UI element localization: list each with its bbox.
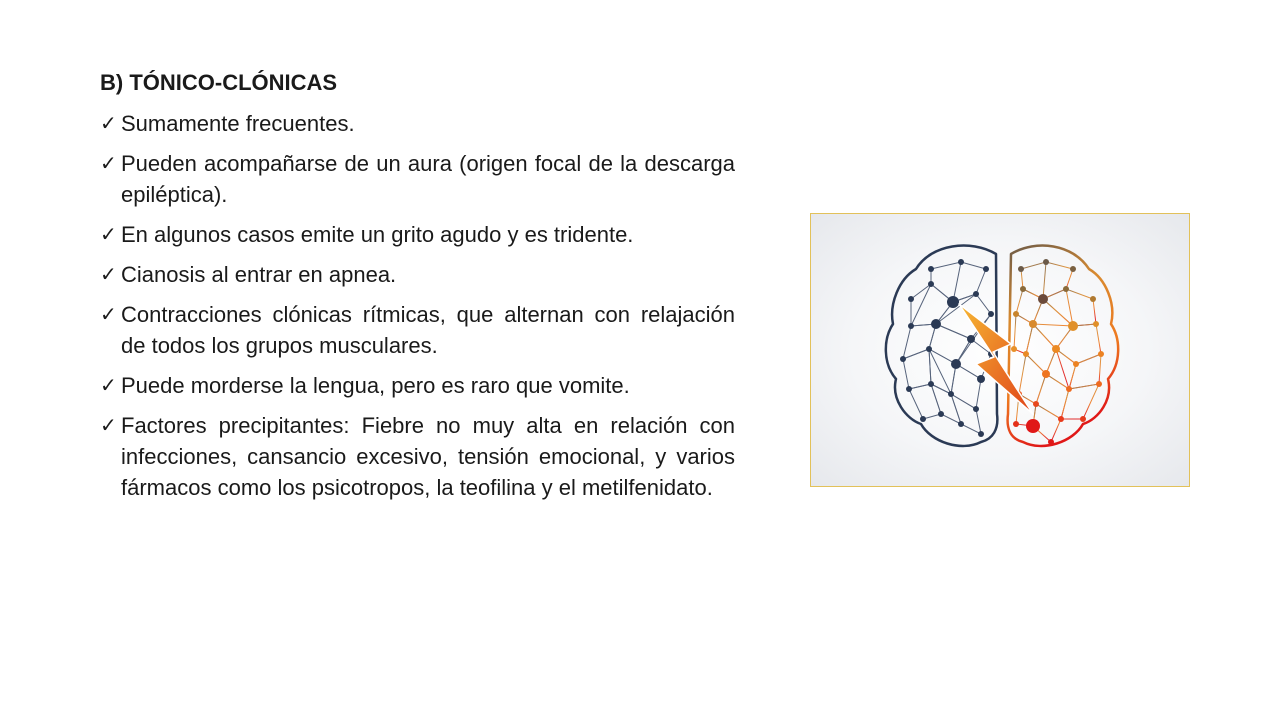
bullet-item: [100, 299, 735, 361]
brain-figure: [810, 213, 1190, 487]
check-icon: ✓: [100, 413, 117, 437]
check-icon: ✓: [100, 222, 117, 246]
bullet-text: Puede morderse la lengua, pero es raro que vomite.: [121, 373, 630, 398]
slide-heading: B) TÓNICO-CLÓNICAS: [100, 70, 338, 95]
bullet-text: Pueden acompañarse de un aura (origen focal de la descarga epiléptica).: [121, 151, 735, 207]
bullet-item: [100, 108, 735, 139]
bullet-item: [100, 219, 735, 250]
check-icon: ✓: [100, 373, 117, 397]
text-content: [100, 70, 735, 512]
bullet-item: [100, 410, 735, 503]
bullet-item: [100, 370, 735, 401]
right-hemisphere: [1008, 246, 1119, 446]
bullet-text: En algunos casos emite un grito agudo y es tridente.: [121, 222, 634, 247]
bullet-text: Contracciones clónicas rítmicas, que alternan con relajación de todos los grupos musculares.: [121, 302, 735, 358]
check-icon: ✓: [100, 302, 117, 326]
check-icon: ✓: [100, 151, 117, 175]
bullet-item: [100, 259, 735, 290]
bullet-text: Cianosis al entrar en apnea.: [121, 262, 397, 287]
check-icon: ✓: [100, 111, 117, 135]
brain-seizure-icon: [811, 214, 1189, 486]
check-icon: ✓: [100, 262, 117, 286]
bullet-list: [100, 108, 735, 503]
bullet-text: Factores precipitantes: Fiebre no muy alta en relación con infecciones, cansancio excesivo, tensión emocional, y varios fármacos como los psicotropos, la teofilina y el metilfenidato.: [121, 413, 735, 500]
bullet-text: Sumamente frecuentes.: [121, 111, 355, 136]
bullet-item: [100, 148, 735, 210]
